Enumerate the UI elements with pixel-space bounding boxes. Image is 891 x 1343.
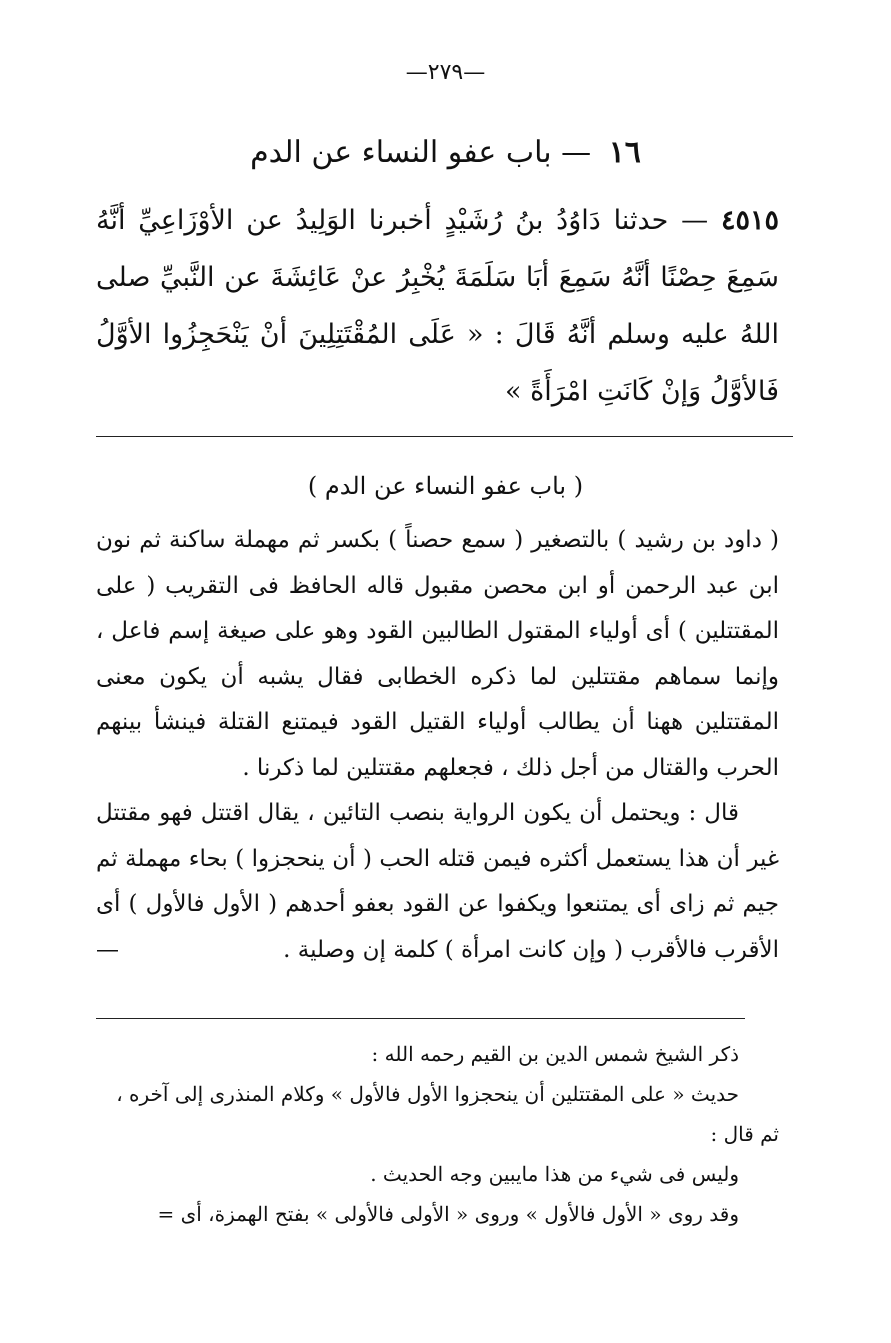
section-divider xyxy=(96,436,793,437)
page-number: —٢٧٩— xyxy=(405,60,486,85)
commentary-paragraph-2: قال : ويحتمل أن يكون الرواية بنصب التائين ، يقال اقتتل فهو مقتتل غير أن هذا يستعمل أكثره فيمن قتله الحب ( أن ينحجزوا ) بحاء مهملة ثم جيم ثم زاى أى يمتنعوا ويكفوا عن القود بعفو أحدهم ( الأول فالأول ) أى الأقرب فالأقرب ( وإن كانت امرأة ) كلمة إن وصلية . xyxy=(96,800,779,963)
footnote-line-3: ثم قال : xyxy=(710,1122,779,1146)
footnotes-block xyxy=(96,1034,779,1234)
footnote-line-4: وليس فى شيء من هذا مايبين وجه الحديث . xyxy=(370,1162,739,1186)
footnote-line-5: وقد روى « الأول فالأول » وروى « الأولى فالأولى » بفتح الهمزة، أى = xyxy=(157,1202,739,1226)
chapter-number: ١٦ xyxy=(608,135,641,170)
hadith-number: ٤٥١٥ xyxy=(720,205,779,236)
end-mark: — xyxy=(96,936,119,963)
hadith-text-block xyxy=(96,192,779,420)
chapter-title: — باب عفو النساء عن الدم xyxy=(250,135,592,170)
chapter-heading xyxy=(0,135,891,170)
hadith-text: — حدثنا دَاوُدُ بنُ رُشَيْدٍ أخبرنا الوَلِيدُ عن الأوْزَاعِيِّ أنَّهُ سَمِعَ حِصْنًا أنَّهُ سَمِعَ أبَا سَلَمَةَ يُخْبِرُ عنْ عَائِشَةَ عن النَّبيِّ صلى اللهُ عليه وسلم أنَّهُ قَالَ : « عَلَى المُقْتَتِلِينَ أنْ يَنْحَجِزُوا الأوَّلُ فَالأوَّلُ وَإنْ كَانَتِ امْرَأَةً » xyxy=(96,205,779,407)
footnote-divider xyxy=(96,1018,745,1019)
footnote-line-2: حديث « على المقتتلين أن ينحجزوا الأول فالأول » وكلام المنذرى إلى آخره ، xyxy=(116,1082,739,1106)
commentary-block xyxy=(96,518,779,973)
commentary-title: ( باب عفو النساء عن الدم ) xyxy=(307,472,584,500)
commentary-paragraph-1: ( داود بن رشيد ) بالتصغير ( سمع حصناً ) بكسر ثم مهملة ساكنة ثم نون ابن عبد الرحمن أو ابن محصن مقبول قاله الحافظ فى التقريب ( على المقتتلين ) أى أولياء المقتول الطالبين القود وهو على صيغة إسم فاعل ، وإنما سماهم مقتتلين لما ذكره الخطابى فقال يشبه أن يكون معنى المقتتلين ههنا أن يطالب أولياء القتيل القود فيمتنع القتلة فينشأ بينهم الحرب والقتال من أجل ذلك ، فجعلهم مقتتلين لما ذكرنا . xyxy=(96,527,779,781)
footnote-line-1: ذكر الشيخ شمس الدين بن القيم رحمه الله : xyxy=(371,1042,739,1066)
commentary-paragraph-2-wrap xyxy=(96,791,779,973)
